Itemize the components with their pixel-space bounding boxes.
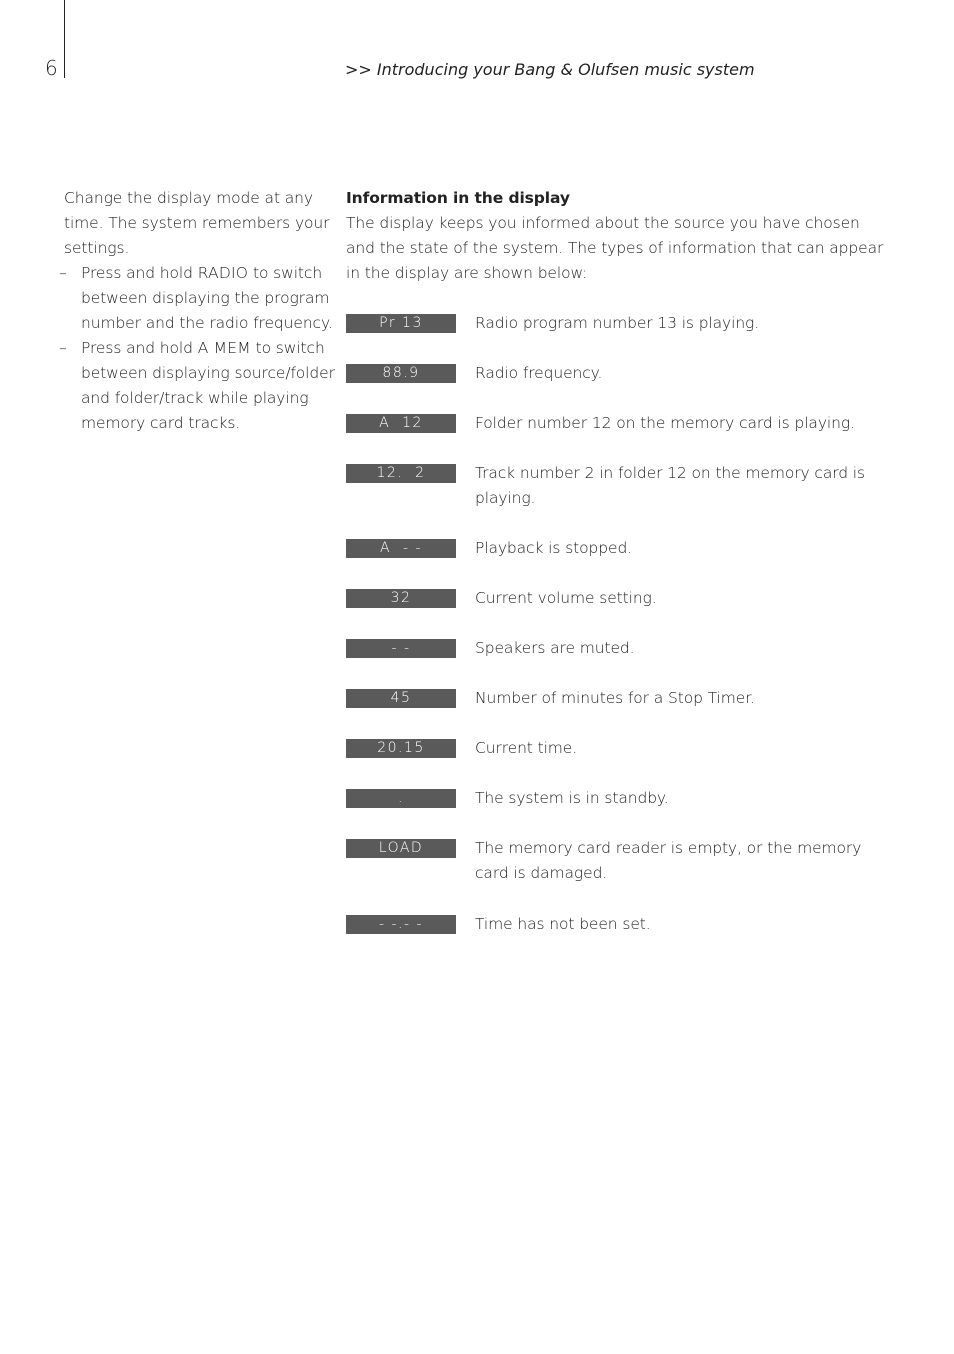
display-readout: .: [346, 789, 456, 808]
section-intro: The display keeps you informed about the source you have chosen and the state of the system. The types of information that can appear in the display are shown below:: [346, 214, 884, 282]
section-heading: Information in the display: [346, 189, 570, 207]
display-readout: A 12: [346, 414, 456, 433]
instruction-text-after: to switch between displaying the program number and the radio frequency.: [81, 264, 333, 332]
display-readout: 88.9: [346, 364, 456, 383]
instruction-item-amem: [59, 336, 336, 436]
left-column: [59, 186, 336, 436]
display-description: Track number 2 in folder 12 on the memory card is playing.: [475, 464, 865, 507]
left-intro: Change the display mode at any time. The system remembers your settings.: [64, 189, 330, 257]
display-description: Speakers are muted.: [475, 639, 635, 657]
instruction-text-after: to switch between displaying source/folder and folder/track while playing memory card tracks.: [81, 339, 335, 432]
display-description: The memory card reader is empty, or the memory card is damaged.: [475, 839, 862, 882]
display-readout: 12. 2: [346, 464, 456, 483]
instruction-text-before: Press and hold: [81, 264, 198, 282]
display-description: Radio frequency.: [475, 364, 603, 382]
running-head: >> Introducing your Bang & Olufsen music system: [345, 60, 755, 79]
display-readout: 32: [346, 589, 456, 608]
key-label-radio: RADIO: [197, 264, 249, 282]
margin-rule: [64, 0, 65, 78]
display-readout: - -: [346, 639, 456, 658]
right-column: [346, 186, 886, 286]
instruction-item-radio: [59, 261, 336, 336]
display-description: Folder number 12 on the memory card is playing.: [475, 414, 855, 432]
display-description: Playback is stopped.: [475, 539, 633, 557]
display-description: Number of minutes for a Stop Timer.: [475, 689, 755, 707]
page-number: 6: [45, 56, 58, 80]
key-label-amem: A MEM: [197, 339, 251, 357]
display-readout: 20.15: [346, 739, 456, 758]
instruction-list: [59, 261, 336, 436]
display-readout: 45: [346, 689, 456, 708]
display-readout: - -.- -: [346, 915, 456, 934]
dash: –: [59, 339, 67, 357]
display-readout: A - -: [346, 539, 456, 558]
display-readout: LOAD: [346, 839, 456, 858]
instruction-text-before: Press and hold: [81, 339, 198, 357]
display-readout: Pr 13: [346, 314, 456, 333]
display-description: Current time.: [475, 739, 578, 757]
display-description: Time has not been set.: [475, 915, 651, 933]
dash: –: [59, 264, 67, 282]
display-description: Current volume setting.: [475, 589, 657, 607]
display-description: The system is in standby.: [475, 789, 669, 807]
display-description: Radio program number 13 is playing.: [475, 314, 760, 332]
